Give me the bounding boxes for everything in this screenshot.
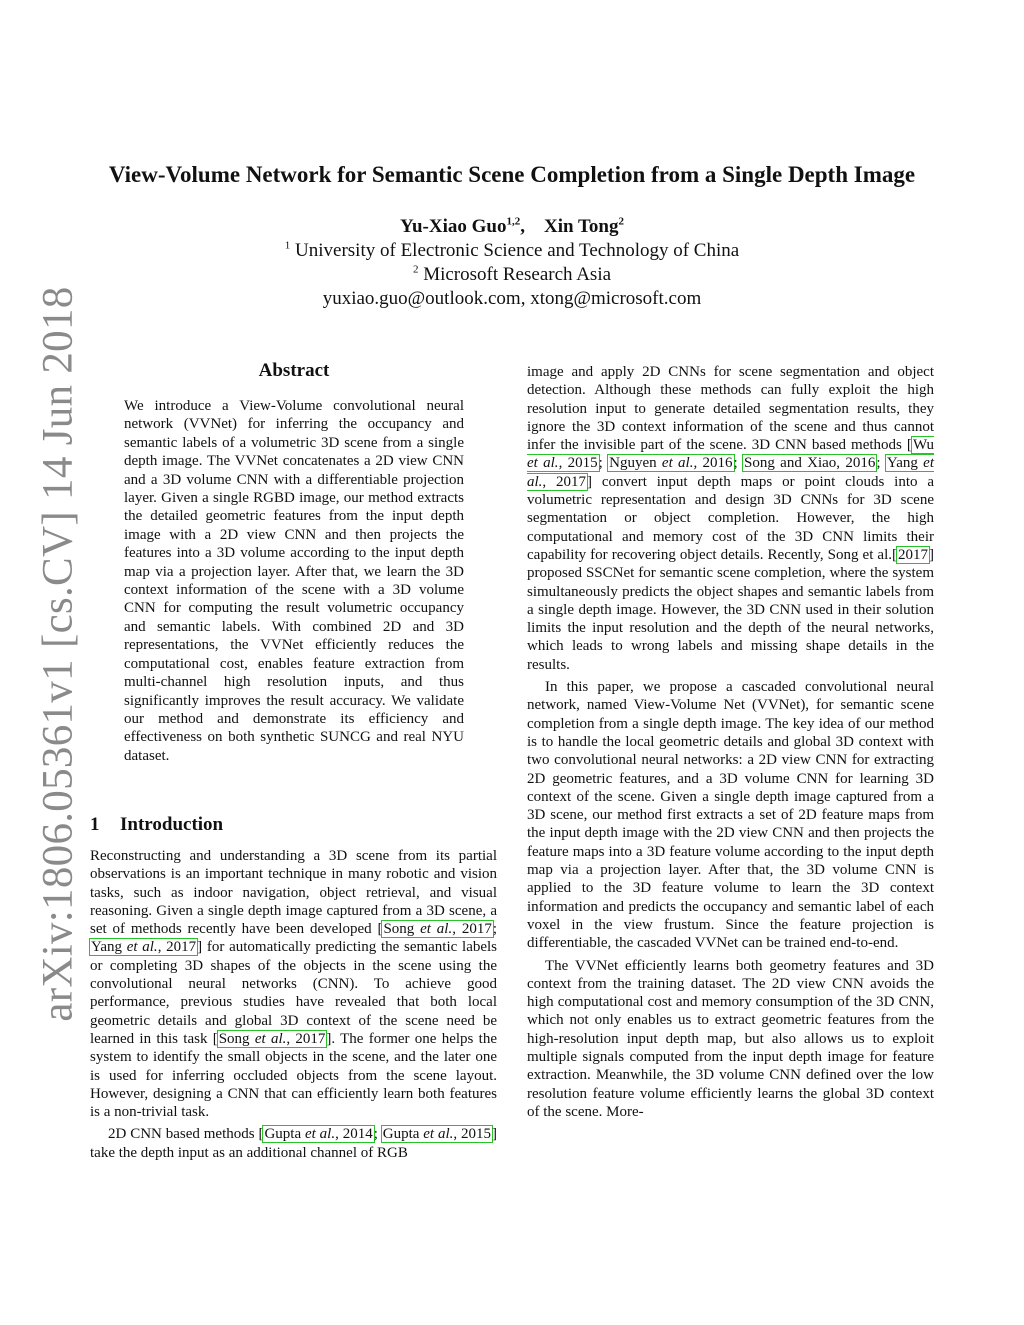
citation-link[interactable]: Song and Xiao, 2016 <box>744 455 876 472</box>
citation-link[interactable]: Gupta et al., 2015 <box>382 1126 491 1143</box>
section-title: Introduction <box>120 814 224 835</box>
affiliation <box>212 240 812 262</box>
paragraph: In this paper, we propose a cascaded convolutional neural network, named View-Volume Net (VVNet), for semantic scene completion from a single depth image. The key idea of our method is to handle the local geometric details and global 3D context with two convolutional neural networks: a 2D view CNN for extracting 2D geometric features, and a 3D volume CNN for learning 3D context of the scene. Given a single depth image captured from a 3D scene, our method first extracts a set of 2D feature maps from the input depth image with the 2D view CNN and then projects the feature maps into a 3D feature volume according to the input depth map via a projection layer. After that, the 3D volume CNN is applied to the 3D feature volume to learn the 3D context information and predicts the occupancy and semantic label of each voxel in the view frustum. Since the feature projection is differentiable, the cascaded VVNet can be trained end-to-end. <box>527 679 934 952</box>
citation-link[interactable]: Yang et al., 2017 <box>527 455 934 490</box>
section-heading <box>90 814 223 836</box>
author-name: Xin Tong <box>543 216 619 237</box>
affiliation-text: Microsoft Research Asia <box>423 264 612 285</box>
arxiv-identifier: arXiv:1806.05361v1 [cs.CV] 14 Jun 2018 <box>34 286 82 1022</box>
citation-link[interactable]: Gupta et al., 2014 <box>264 1126 373 1143</box>
citation-link[interactable]: Song et al., 2017 <box>383 921 492 938</box>
affiliation-text: University of Electronic Science and Technology of China <box>295 240 740 261</box>
left-column <box>90 847 497 1162</box>
citation-link[interactable]: 2017 <box>898 546 928 563</box>
citation-link[interactable]: Yang et al., 2017 <box>91 939 197 956</box>
author-name: Yu-Xiao Guo <box>400 216 507 237</box>
section-number: 1 <box>90 814 100 835</box>
paragraph: 2D CNN based methods [Gupta et al., 2014; Gupta et al., 2015] take the depth input as an additional channel of RGB <box>90 1126 497 1161</box>
citation-link[interactable]: Song et al., 2017 <box>218 1030 326 1047</box>
paper-title: View-Volume Network for Semantic Scene Completion from a Single Depth Image <box>108 162 916 187</box>
author-separator: , <box>520 216 525 237</box>
abstract-text: We introduce a View-Volume convolutional neural network (VVNet) for inferring the occupancy and semantic labels of a volumetric 3D scene from a single depth image. The VVNet concatenates a 2D view CNN and a 3D volume CNN with a differentiable projection layer. Given a single RGBD image, our method extracts the detailed geometric features from the input depth image with a 2D view CNN and then projects the features into a 3D volume according to the input depth map via a projection layer. After that, we learn the 3D context information of the scene with a 3D volume CNN for computing the result volumetric occupancy and semantic labels. With combined 2D and 3D representations, the VVNet efficiently reduces the computational cost, enables feature extraction from multi-channel high resolution inputs, and thus significantly improves the result accuracy. We validate our method and demonstrate its efficiency and effectiveness on both synthetic SUNCG and real NYU dataset. <box>124 398 464 764</box>
citation-link[interactable]: Wu et al., 2015 <box>527 437 934 472</box>
paragraph: Reconstructing and understanding a 3D scene from its partial observations is an important technique in many robotic and vision tasks, such as indoor navigation, object retrieval, and visual reasoning. Given a single depth image captured from a 3D scene, a set of methods recently have been developed [Song et al., 2017; Yang et al., 2017] for automatically predicting the semantic labels or completing 3D shapes of the objects in the scene using the convolutional neural networks (CNN). To achieve good performance, previous studies have revealed that both local geometric details and global 3D context of the scene need be learned in this task [Song et al., 2017]. The former one helps the system to identify the small objects in the scene, and the later one is used for inferring occluded objects from the scene layout. However, designing a CNN that can efficiently learn both features is a non-trivial task. <box>90 848 498 1121</box>
right-column <box>527 363 934 1121</box>
affiliation <box>212 264 812 286</box>
citation-link[interactable]: Nguyen et al., 2016 <box>609 455 733 472</box>
author-emails: yuxiao.guo@outlook.com, xtong@microsoft.com <box>322 288 702 309</box>
paragraph: The VVNet efficiently learns both geometry features and 3D context from the training dataset. The 2D view CNN avoids the high computational cost and memory consumption of the 3D CNN, which not only enables us to extract geometric features from the high-resolution input depth map, but also allows us to exploit multiple signals computed from the input depth image for feature extraction. Meanwhile, the 3D volume CNN defined over the low resolution feature volume efficiently learns the global 3D context of the scene. More- <box>527 957 934 1120</box>
paragraph-continued: image and apply 2D CNNs for scene segmentation and object detection. Although these methods can fully exploit the high resolution input to generate detailed segmentation results, they ignore the 3D context information of the scene and thus cannot infer the invisible part of the scene. 3D CNN based methods [Wu et al., 2015; Nguyen et al., 2016; Song and Xiao, 2016; Yang et al., 2017] convert input depth maps or point clouds into a volumetric representation and design 3D CNNs for 3D scene segmentation or object completion. However, the high computational and memory cost of the 3D CNN limits their capability for recovering object details. Recently, Song et al.[2017] proposed SSCNet for semantic scene completion, where the system simultaneously predicts the object shapes and semantic labels from a single depth image. However, the 3D CNN used in their solution limits the input resolution and the depth of the neural networks, which leads to wrong labels and missing shape details in the results. <box>527 364 935 673</box>
affiliation-mark: 2 <box>412 263 419 276</box>
affiliation-mark: 1 <box>284 239 291 252</box>
author-list <box>212 216 812 238</box>
author-affiliation-mark: 1,2 <box>506 215 521 228</box>
abstract-heading: Abstract <box>258 360 330 381</box>
author-affiliation-mark: 2 <box>618 215 624 228</box>
